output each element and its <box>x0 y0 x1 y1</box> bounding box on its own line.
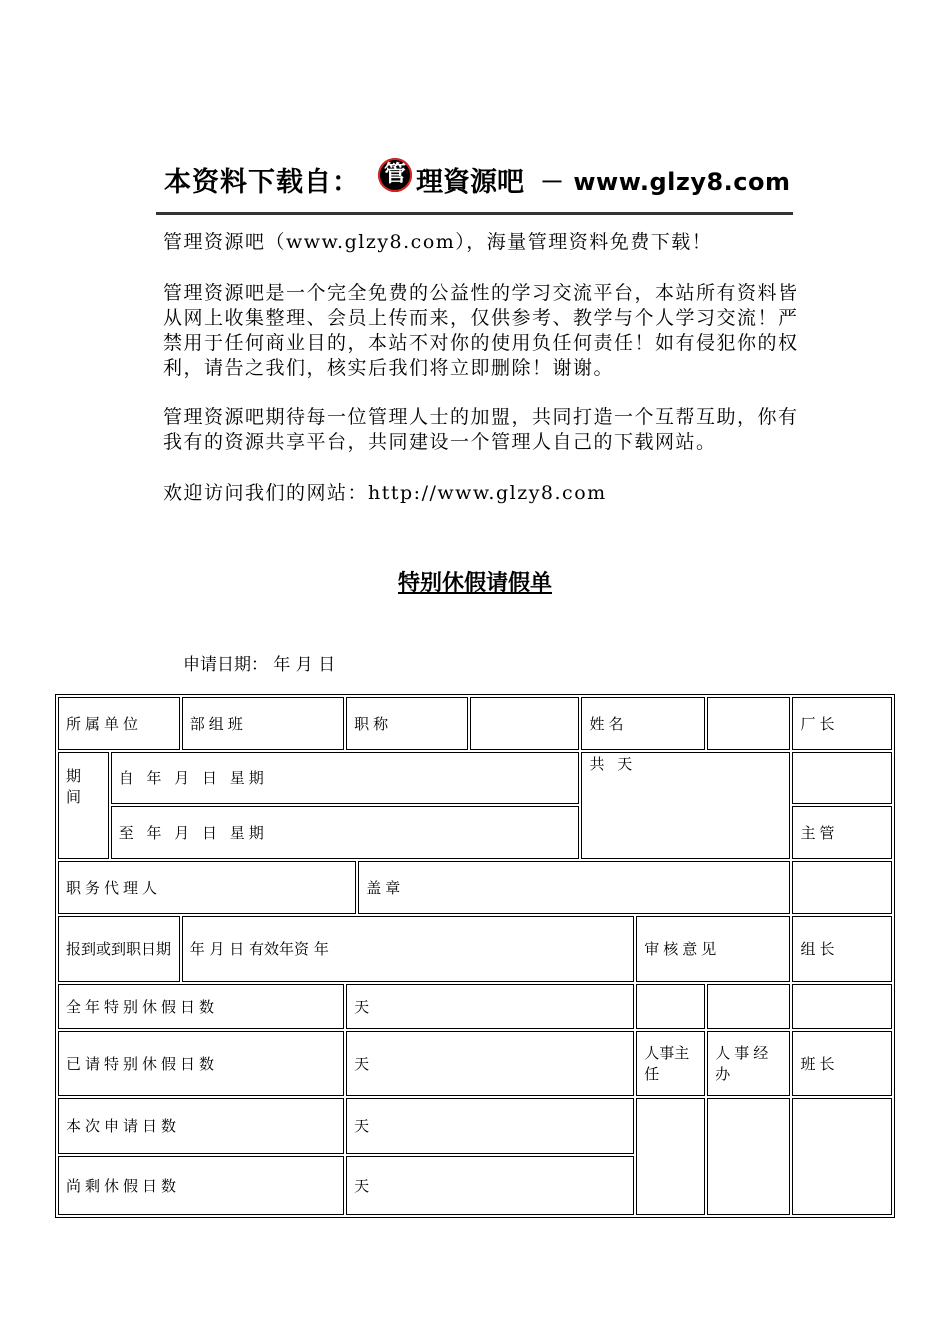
report-date-label: 报到或到职日期 <box>58 916 180 983</box>
banner-lead: 本资料下载自： <box>164 167 360 198</box>
hr-director-sign-top[interactable] <box>636 984 705 1029</box>
shift-head-sign[interactable] <box>792 1098 892 1215</box>
annual-days-label: 全年特别休假日数 <box>58 984 344 1029</box>
group-head-label: 组长 <box>792 916 892 983</box>
leave-form-table <box>55 694 895 1218</box>
position-value[interactable] <box>470 697 580 750</box>
page-title: 特别休假请假单 <box>397 571 552 596</box>
supervisor-sign[interactable] <box>792 861 892 914</box>
hr-clerk-sign-top[interactable] <box>707 984 790 1029</box>
intro-paragraph-2: 管理资源吧是一个完全免费的公益性的学习交流平台，本站所有资料皆从网上收集整理、会员上传而来，仅供参考、教学与个人学习交流！严禁用于任何商业目的，本站不对你的使用负任何责任！如有侵犯你的权利，请告之我们，核实后我们将立即删除！谢谢。 <box>163 282 799 379</box>
remain-days-label: 尚剩休假日数 <box>58 1156 344 1215</box>
divider <box>156 212 793 215</box>
factory-head-sign[interactable] <box>792 752 892 805</box>
seal-label[interactable]: 盖章 <box>358 861 790 914</box>
position-label: 职称 <box>346 697 468 750</box>
hr-clerk-label: 人事经办 <box>707 1031 790 1096</box>
this-days-label: 本次申请日数 <box>58 1098 344 1155</box>
name-value[interactable] <box>707 697 790 750</box>
hr-director-sign[interactable] <box>636 1098 705 1215</box>
period-to[interactable]: 至 年 月 日 星期 <box>111 806 580 859</box>
used-days-label: 已请特别休假日数 <box>58 1031 344 1096</box>
name-label: 姓名 <box>581 697 705 750</box>
period-from[interactable]: 自 年 月 日 星期 <box>111 752 580 805</box>
apply-date: 申请日期： 年 月 日 <box>183 655 336 675</box>
total-days[interactable]: 共 天 <box>581 752 790 859</box>
banner-url[interactable]: － www.glzy8.com <box>540 168 791 196</box>
annual-days-value[interactable]: 天 <box>346 984 634 1029</box>
hr-director-label: 人事主任 <box>636 1031 705 1096</box>
dept-label: 部组班 <box>182 697 344 750</box>
unit-label: 所属单位 <box>58 697 180 750</box>
review-label: 审核意见 <box>636 916 790 983</box>
this-days-value[interactable]: 天 <box>346 1098 634 1155</box>
intro-paragraph-1: 管理资源吧（www.glzy8.com），海量管理资料免费下载！ <box>163 231 713 253</box>
factory-head-label: 厂长 <box>792 697 892 750</box>
deputy-label: 职务代理人 <box>58 861 356 914</box>
supervisor-label: 主管 <box>792 806 892 859</box>
report-date-value[interactable]: 年 月 日 有效年资 年 <box>182 916 634 983</box>
group-head-sign[interactable] <box>792 984 892 1029</box>
used-days-value[interactable]: 天 <box>346 1031 634 1096</box>
shift-head-label: 班长 <box>792 1031 892 1096</box>
remain-days-value[interactable]: 天 <box>346 1156 634 1215</box>
glzy8-logo-icon: 管 <box>378 158 412 192</box>
download-banner <box>160 152 800 200</box>
hr-clerk-sign[interactable] <box>707 1098 790 1215</box>
intro-paragraph-4: 欢迎访问我们的网站：http://www.glzy8.com <box>163 482 607 504</box>
period-label: 期间 <box>58 752 109 859</box>
banner-brand: 理資源吧 <box>416 167 524 198</box>
intro-paragraph-3: 管理资源吧期待每一位管理人士的加盟，共同打造一个互帮互助，你有我有的资源共享平台，共同建设一个管理人自己的下载网站。 <box>163 406 799 453</box>
